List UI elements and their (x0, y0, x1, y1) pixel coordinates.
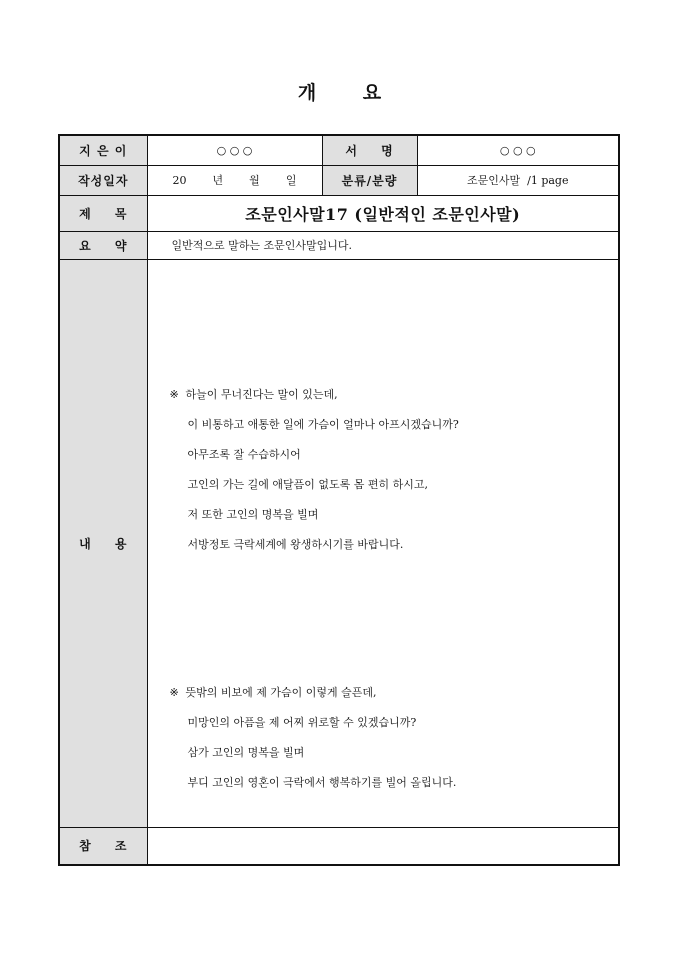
info-table (58, 134, 620, 866)
content-line: 부디 고인의 영혼이 극락에서 행복하기를 빌어 올립니다. (187, 775, 457, 789)
subject-value: 조문인사말17 (일반적인 조문인사말) (147, 195, 619, 231)
reference-mark-icon: ※ (169, 387, 179, 401)
summary-row (59, 231, 619, 259)
document-title: 개 요 (297, 82, 383, 104)
category-value: 조문인사말 /1 page (417, 165, 619, 195)
reference-value (147, 827, 619, 865)
date-day-unit: 일 (285, 174, 297, 187)
date-value (147, 165, 322, 195)
content-label: 내 용 (59, 259, 147, 827)
date-year: 20 (172, 174, 187, 187)
reference-label: 참 조 (59, 827, 147, 865)
content-line: 이 비통하고 애통한 일에 가슴이 얼마나 아프시겠습니까? (187, 417, 459, 431)
subject-row (59, 195, 619, 231)
summary-label: 요 약 (59, 231, 147, 259)
author-label: 지 은 이 (59, 135, 147, 165)
content-line: 아무조록 잘 수습하시어 (187, 447, 301, 461)
content-body (147, 259, 619, 827)
date-label: 작성일자 (59, 165, 147, 195)
author-value: ○ ○ ○ (147, 135, 322, 165)
content-line: 저 또한 고인의 명복을 빌며 (187, 507, 319, 521)
reference-row (59, 827, 619, 865)
content-row (59, 259, 619, 827)
content-line: 삼가 고인의 명복을 빌며 (187, 745, 305, 759)
content-line: 고인의 가는 길에 애달픔이 없도록 몸 편히 하시고, (187, 477, 428, 491)
date-row (59, 165, 619, 195)
date-year-unit: 년 (212, 174, 224, 187)
signature-label: 서 명 (322, 135, 417, 165)
content-line: ※ 뜻밖의 비보에 제 가슴이 이렇게 슬픈데, (170, 678, 619, 708)
signature-value: ○ ○ ○ (417, 135, 619, 165)
content-line: 서방정토 극락세계에 왕생하시기를 바랍니다. (187, 537, 404, 551)
summary-value: 일반적으로 말하는 조문인사말입니다. (147, 231, 619, 259)
date-month-unit: 월 (249, 174, 260, 187)
author-row (59, 135, 619, 165)
subject-label: 제 목 (59, 195, 147, 231)
category-label: 분류/분량 (322, 165, 417, 195)
content-line: 미망인의 아픔을 제 어찌 위로할 수 있겠습니까? (187, 715, 417, 729)
reference-mark-icon: ※ (169, 685, 179, 699)
content-line: ※ 하늘이 무너진다는 말이 있는데, (170, 380, 619, 410)
